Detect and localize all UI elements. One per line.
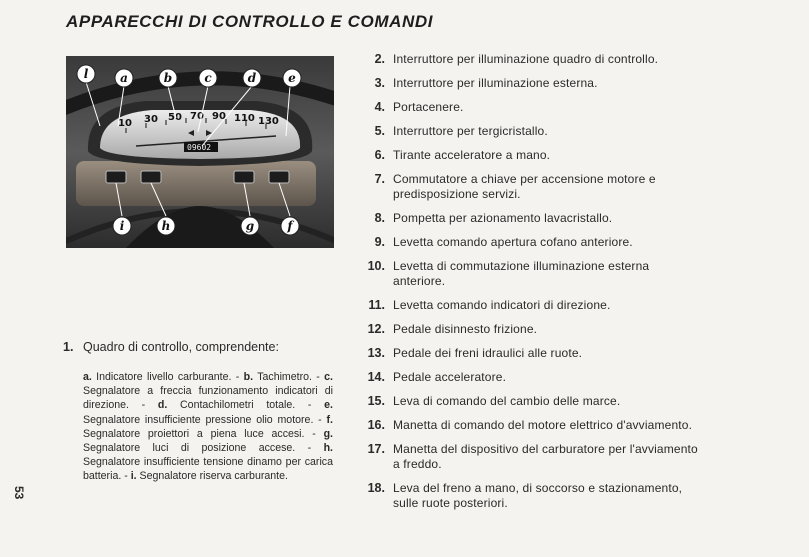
- svg-text:f: f: [287, 219, 293, 233]
- speedo-number: 30: [144, 114, 158, 125]
- item-text: Interruttore per illuminazione quadro di controllo.: [393, 52, 659, 66]
- item-number: 15.: [367, 394, 385, 408]
- desc-text: Contachilometri totale. -: [167, 399, 325, 412]
- desc-text: Segnalatore a freccia funzionamento indicatori di direzione. -: [83, 385, 333, 412]
- svg-text:b: b: [163, 71, 173, 85]
- legend-item-1: [63, 340, 333, 355]
- item-number: 6.: [374, 148, 385, 162]
- legend-item: [357, 394, 702, 409]
- legend-item: [357, 322, 702, 337]
- item-text: Pedale dei freni idraulici alle ruote.: [393, 346, 583, 360]
- svg-text:i: i: [119, 219, 125, 233]
- item-label: Quadro di controllo, comprendente:: [83, 340, 279, 354]
- item-number: 7.: [374, 172, 385, 186]
- legend-item: [357, 346, 702, 361]
- callout-i: [113, 217, 131, 235]
- svg-text:g: g: [245, 219, 255, 233]
- callout-f: [281, 217, 299, 235]
- svg-text:e: e: [288, 71, 296, 85]
- item-text: Tirante acceleratore a mano.: [393, 148, 551, 162]
- legend-item: [357, 100, 702, 115]
- legend-item: [357, 481, 702, 511]
- item-number: 10.: [367, 259, 385, 273]
- item-number: 2.: [374, 52, 385, 66]
- callout-a: [115, 69, 133, 87]
- desc-text: Segnalatore luci di posizione accese. -: [83, 442, 324, 455]
- item-number: 12.: [367, 322, 385, 336]
- legend-item: [357, 298, 702, 313]
- item-number: 17.: [367, 442, 385, 456]
- desc-key: h.: [323, 442, 333, 455]
- item-number: 11.: [368, 298, 385, 312]
- item-number: 13.: [367, 346, 385, 360]
- legend-item: [357, 172, 702, 202]
- item-text: Commutatore a chiave per accensione motore e predisposizione servizi.: [393, 172, 656, 201]
- speedo-number: 70: [190, 111, 204, 122]
- item-text: Interruttore per tergicristallo.: [393, 124, 548, 138]
- item-text: Levetta comando apertura cofano anteriore.: [393, 235, 633, 249]
- legend-item: [357, 211, 702, 226]
- item-text: Leva del freno a mano, di soccorso e stazionamento, sulle ruote posteriori.: [393, 481, 683, 510]
- item-number: 4.: [374, 100, 385, 114]
- item-number: 3.: [374, 76, 385, 90]
- legend-item: [357, 259, 702, 289]
- item-number: 8.: [374, 211, 385, 225]
- item-text: Pompetta per azionamento lavacristallo.: [393, 211, 613, 225]
- callout-d: [243, 69, 261, 87]
- desc-text: Segnalatore insufficiente pressione olio motore. -: [83, 413, 327, 426]
- desc-key: c.: [324, 371, 333, 383]
- speedo-number: 10: [118, 118, 132, 129]
- speedo-number: 90: [212, 111, 226, 122]
- odometer-readout: 09602: [187, 143, 212, 152]
- item-text: Levetta comando indicatori di direzione.: [393, 298, 611, 312]
- legend-item: [357, 148, 702, 163]
- callout-c: [199, 69, 217, 87]
- speedo-number: 50: [168, 112, 182, 123]
- desc-text: Indicatore livello carburante. -: [91, 371, 244, 383]
- desc-key: i.: [130, 470, 137, 483]
- legend-item: [357, 76, 702, 91]
- item-number: 9.: [374, 235, 385, 249]
- callout-h: [157, 217, 175, 235]
- left-legend: [63, 340, 333, 484]
- desc-text: Segnalatore proiettori a piena luce accesi. -: [83, 427, 324, 440]
- legend-item: [357, 442, 702, 472]
- callout-b: [159, 69, 177, 87]
- legend-item: [357, 370, 702, 385]
- svg-text:l: l: [83, 67, 89, 81]
- callout-e: [283, 69, 301, 87]
- item-number: 5.: [374, 124, 385, 138]
- desc-text: Tachimetro. -: [253, 371, 325, 383]
- speedo-number: 130: [258, 116, 279, 127]
- svg-text:c: c: [204, 71, 212, 85]
- desc-key: g.: [323, 427, 333, 440]
- page-number: 53: [12, 486, 26, 500]
- desc-key: a.: [83, 371, 92, 383]
- dashboard-photo: [66, 56, 334, 248]
- svg-text:h: h: [161, 219, 171, 233]
- item-text: Pedale acceleratore.: [393, 370, 507, 384]
- svg-text:a: a: [120, 71, 128, 85]
- callout-l: [77, 65, 95, 83]
- callout-g: [241, 217, 259, 235]
- right-legend: [357, 52, 702, 511]
- item-number: 18.: [367, 481, 385, 495]
- desc-key: b.: [243, 371, 254, 383]
- item-text: Portacenere.: [393, 100, 464, 114]
- desc-key: f.: [326, 413, 333, 426]
- desc-key: d.: [157, 399, 168, 412]
- desc-key: e.: [324, 399, 333, 412]
- speedo-number: 110: [234, 113, 255, 124]
- legend-item: [357, 235, 702, 250]
- page-title: APPARECCHI DI CONTROLLO E COMANDI: [66, 12, 434, 31]
- item-text: Interruttore per illuminazione esterna.: [393, 76, 598, 90]
- svg-text:d: d: [247, 71, 257, 85]
- legend-item: [357, 124, 702, 139]
- item-text: Manetta del dispositivo del carburatore per l'avviamento a freddo.: [393, 442, 698, 471]
- legend-item: [357, 418, 702, 433]
- legend-item: [357, 52, 702, 67]
- item-1-description: [83, 370, 333, 484]
- item-number: 16.: [367, 418, 385, 432]
- item-text: Pedale disinnesto frizione.: [393, 322, 538, 336]
- item-text: Leva di comando del cambio delle marce.: [393, 394, 621, 408]
- item-text: Levetta di commutazione illuminazione esterna anteriore.: [393, 259, 650, 288]
- item-number: 14.: [367, 370, 385, 384]
- desc-text: Segnalatore riserva carburante.: [136, 470, 288, 483]
- dashboard-illustration: [66, 56, 334, 248]
- item-number: 1.: [63, 340, 74, 354]
- desc-text: Segnalatore insufficiente tensione dinamo per carica batteria. -: [83, 456, 333, 483]
- item-text: Manetta di comando del motore elettrico d'avviamento.: [393, 418, 693, 432]
